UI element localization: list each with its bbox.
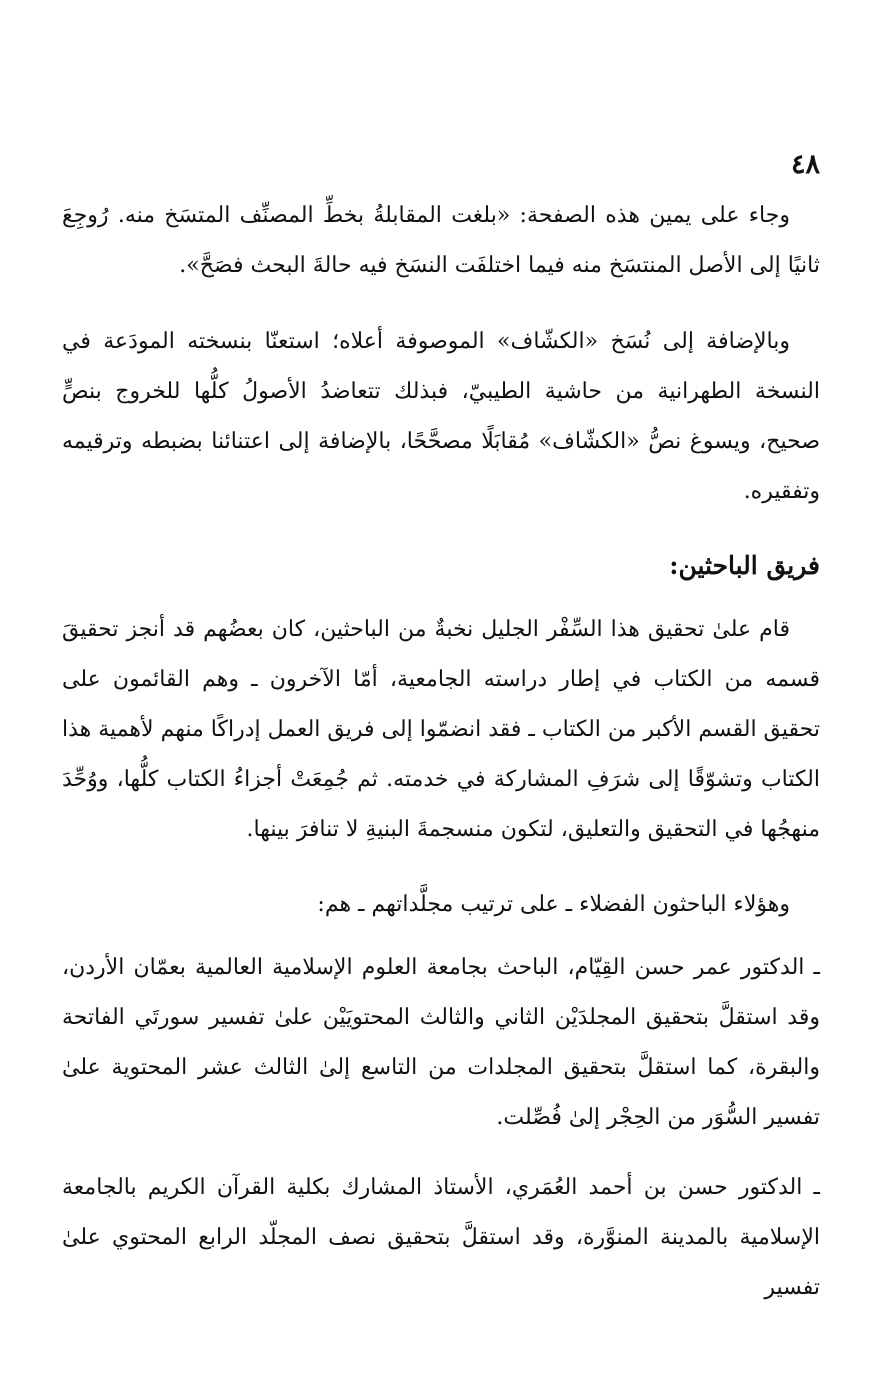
section-heading-research-team: فريق الباحثين: bbox=[669, 551, 820, 580]
paragraph-researcher-1: ـ الدكتور عمر حسن القِيّام، الباحث بجامعة العلوم الإسلامية العالمية بعمّان الأردن، وقد استقلَّ بتحقيق المجلدَيْن الثاني والثالث المحتويَيْن علىٰ تفسير سورتَي الفاتحة والبقرة، كما استقلَّ بتحقيق المجلدات من التاسع إلىٰ الثالث عشر المحتوية علىٰ تفسير السُّوَر من الحِجْر إلىٰ فُصِّلت. bbox=[62, 955, 820, 1130]
paragraph-researcher-2: ـ الدكتور حسن بن أحمد العُمَري، الأستاذ المشارك بكلية القرآن الكريم بالجامعة الإسلامية بالمدينة المنوَّرة، وقد استقلَّ بتحقيق نصف المجلّد الرابع المحتوي علىٰ تفسير bbox=[62, 1175, 820, 1300]
paragraph-manuscript-note: وجاء على يمين هذه الصفحة: «بلغت المقابلةُ بخطِّ المصنِّف المتسَخ منه. رُوجِعَ ثانيًا إلى الأصل المنتسَخ منه فيما اختلفَت النسَخ فيه حالةَ البحث فصَحَّ». bbox=[62, 203, 820, 278]
paragraph-kashshaf-copies: وبالإضافة إلى نُسَخ «الكشّاف» الموصوفة أعلاه؛ استعنّا بنسخته المودَعة في النسخة الطهرانية من حاشية الطيبيّ، فبذلك تتعاضدُ الأصولُ كلُّها للخروج بنصٍّ صحيح، ويسوغ نصُّ «الكشّاف» مُقابَلًا مصحَّحًا، بالإضافة إلى اعتنائنا بضبطه وترقيمه وتفقيره. bbox=[62, 329, 820, 504]
page-number: ٤٨ bbox=[790, 149, 820, 180]
paragraph-team-list-intro: وهؤلاء الباحثون الفضلاء ـ على ترتيب مجلَّداتهم ـ هم: bbox=[317, 892, 790, 917]
paragraph-team-intro: قام علىٰ تحقيق هذا السِّفْر الجليل نخبةٌ من الباحثين، كان بعضُهم قد أنجز تحقيقَ قسمه من الكتاب في إطار دراسته الجامعية، أمّا الآخرون ـ وهم القائمون على تحقيق القسم الأكبر من الكتاب ـ فقد انضمّوا إلى فريق العمل إدراكًا منهم لأهمية هذا الكتاب وتشوّقًا إلى شرَفِ المشاركة في خدمته. ثم جُمِعَتْ أجزاءُ الكتاب كلُّها، ووُحِّدَ منهجُها في التحقيق والتعليق، لتكون منسجمةَ البنيةِ لا تنافرَ بينها. bbox=[62, 617, 820, 842]
document-page bbox=[62, 0, 820, 1392]
